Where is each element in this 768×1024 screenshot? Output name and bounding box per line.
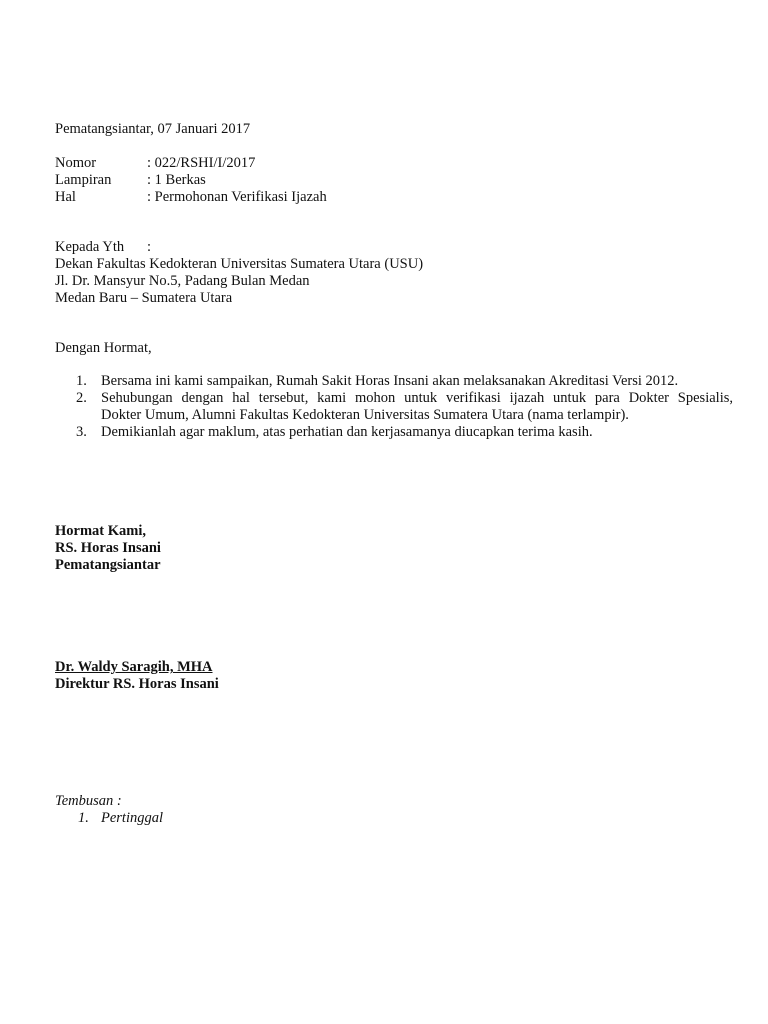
closing-block <box>55 523 161 574</box>
signatory-name: Dr. Waldy Saragih, MHA <box>55 659 213 675</box>
meta-value: : 022/RSHI/I/2017 <box>147 155 256 171</box>
list-item <box>55 373 733 390</box>
cc-item-number: 1. <box>78 810 89 826</box>
greeting: Dengan Hormat, <box>55 340 152 356</box>
salutation-label: Kepada Yth <box>55 239 125 255</box>
closing-line: Hormat Kami, <box>55 523 147 539</box>
list-number: 1. <box>76 373 87 389</box>
closing-line: RS. Horas Insani <box>55 540 161 556</box>
meta-value: : 1 Berkas <box>147 172 206 188</box>
meta-lampiran <box>55 172 327 189</box>
list-number: 3. <box>76 424 87 440</box>
recipient-salutation <box>55 239 423 256</box>
list-text: Sehubungan dengan hal tersebut, kami mohon untuk verifikasi ijazah untuk para Dokter Spesialis, <box>101 390 733 406</box>
cc-item-text: Pertinggal <box>101 810 164 826</box>
list-item <box>55 390 733 424</box>
recipient-line: Jl. Dr. Mansyur No.5, Padang Bulan Medan <box>55 273 310 289</box>
signatory-title: Direktur RS. Horas Insani <box>55 676 219 692</box>
letter-meta <box>55 155 327 206</box>
cc-item <box>55 810 163 827</box>
meta-hal <box>55 189 327 206</box>
list-item <box>55 424 733 441</box>
place-date: Pematangsiantar, 07 Januari 2017 <box>55 121 251 137</box>
meta-label: Lampiran <box>55 172 112 188</box>
closing-line: Pematangsiantar <box>55 557 161 573</box>
signatory-block <box>55 659 219 693</box>
meta-nomor <box>55 155 327 172</box>
list-text: Demikianlah agar maklum, atas perhatian dan kerjasamanya diucapkan terima kasih. <box>101 424 593 440</box>
cc-label: Tembusan : <box>55 793 122 809</box>
body-points <box>55 373 733 441</box>
meta-label: Nomor <box>55 155 97 171</box>
recipient-block <box>55 239 423 307</box>
list-text: Bersama ini kami sampaikan, Rumah Sakit Horas Insani akan melaksanakan Akreditasi Versi 2012. <box>101 373 679 389</box>
list-number: 2. <box>76 390 87 406</box>
recipient-line: Dekan Fakultas Kedokteran Universitas Sumatera Utara (USU) <box>55 256 424 272</box>
meta-value: : Permohonan Verifikasi Ijazah <box>147 189 327 205</box>
recipient-line: Medan Baru – Sumatera Utara <box>55 290 233 306</box>
list-text-continued: Dokter Umum, Alumni Fakultas Kedokteran Universitas Sumatera Utara (nama terlampir). <box>101 407 629 423</box>
cc-block <box>55 793 163 827</box>
salutation-colon: : <box>147 239 152 255</box>
meta-label: Hal <box>55 189 76 205</box>
